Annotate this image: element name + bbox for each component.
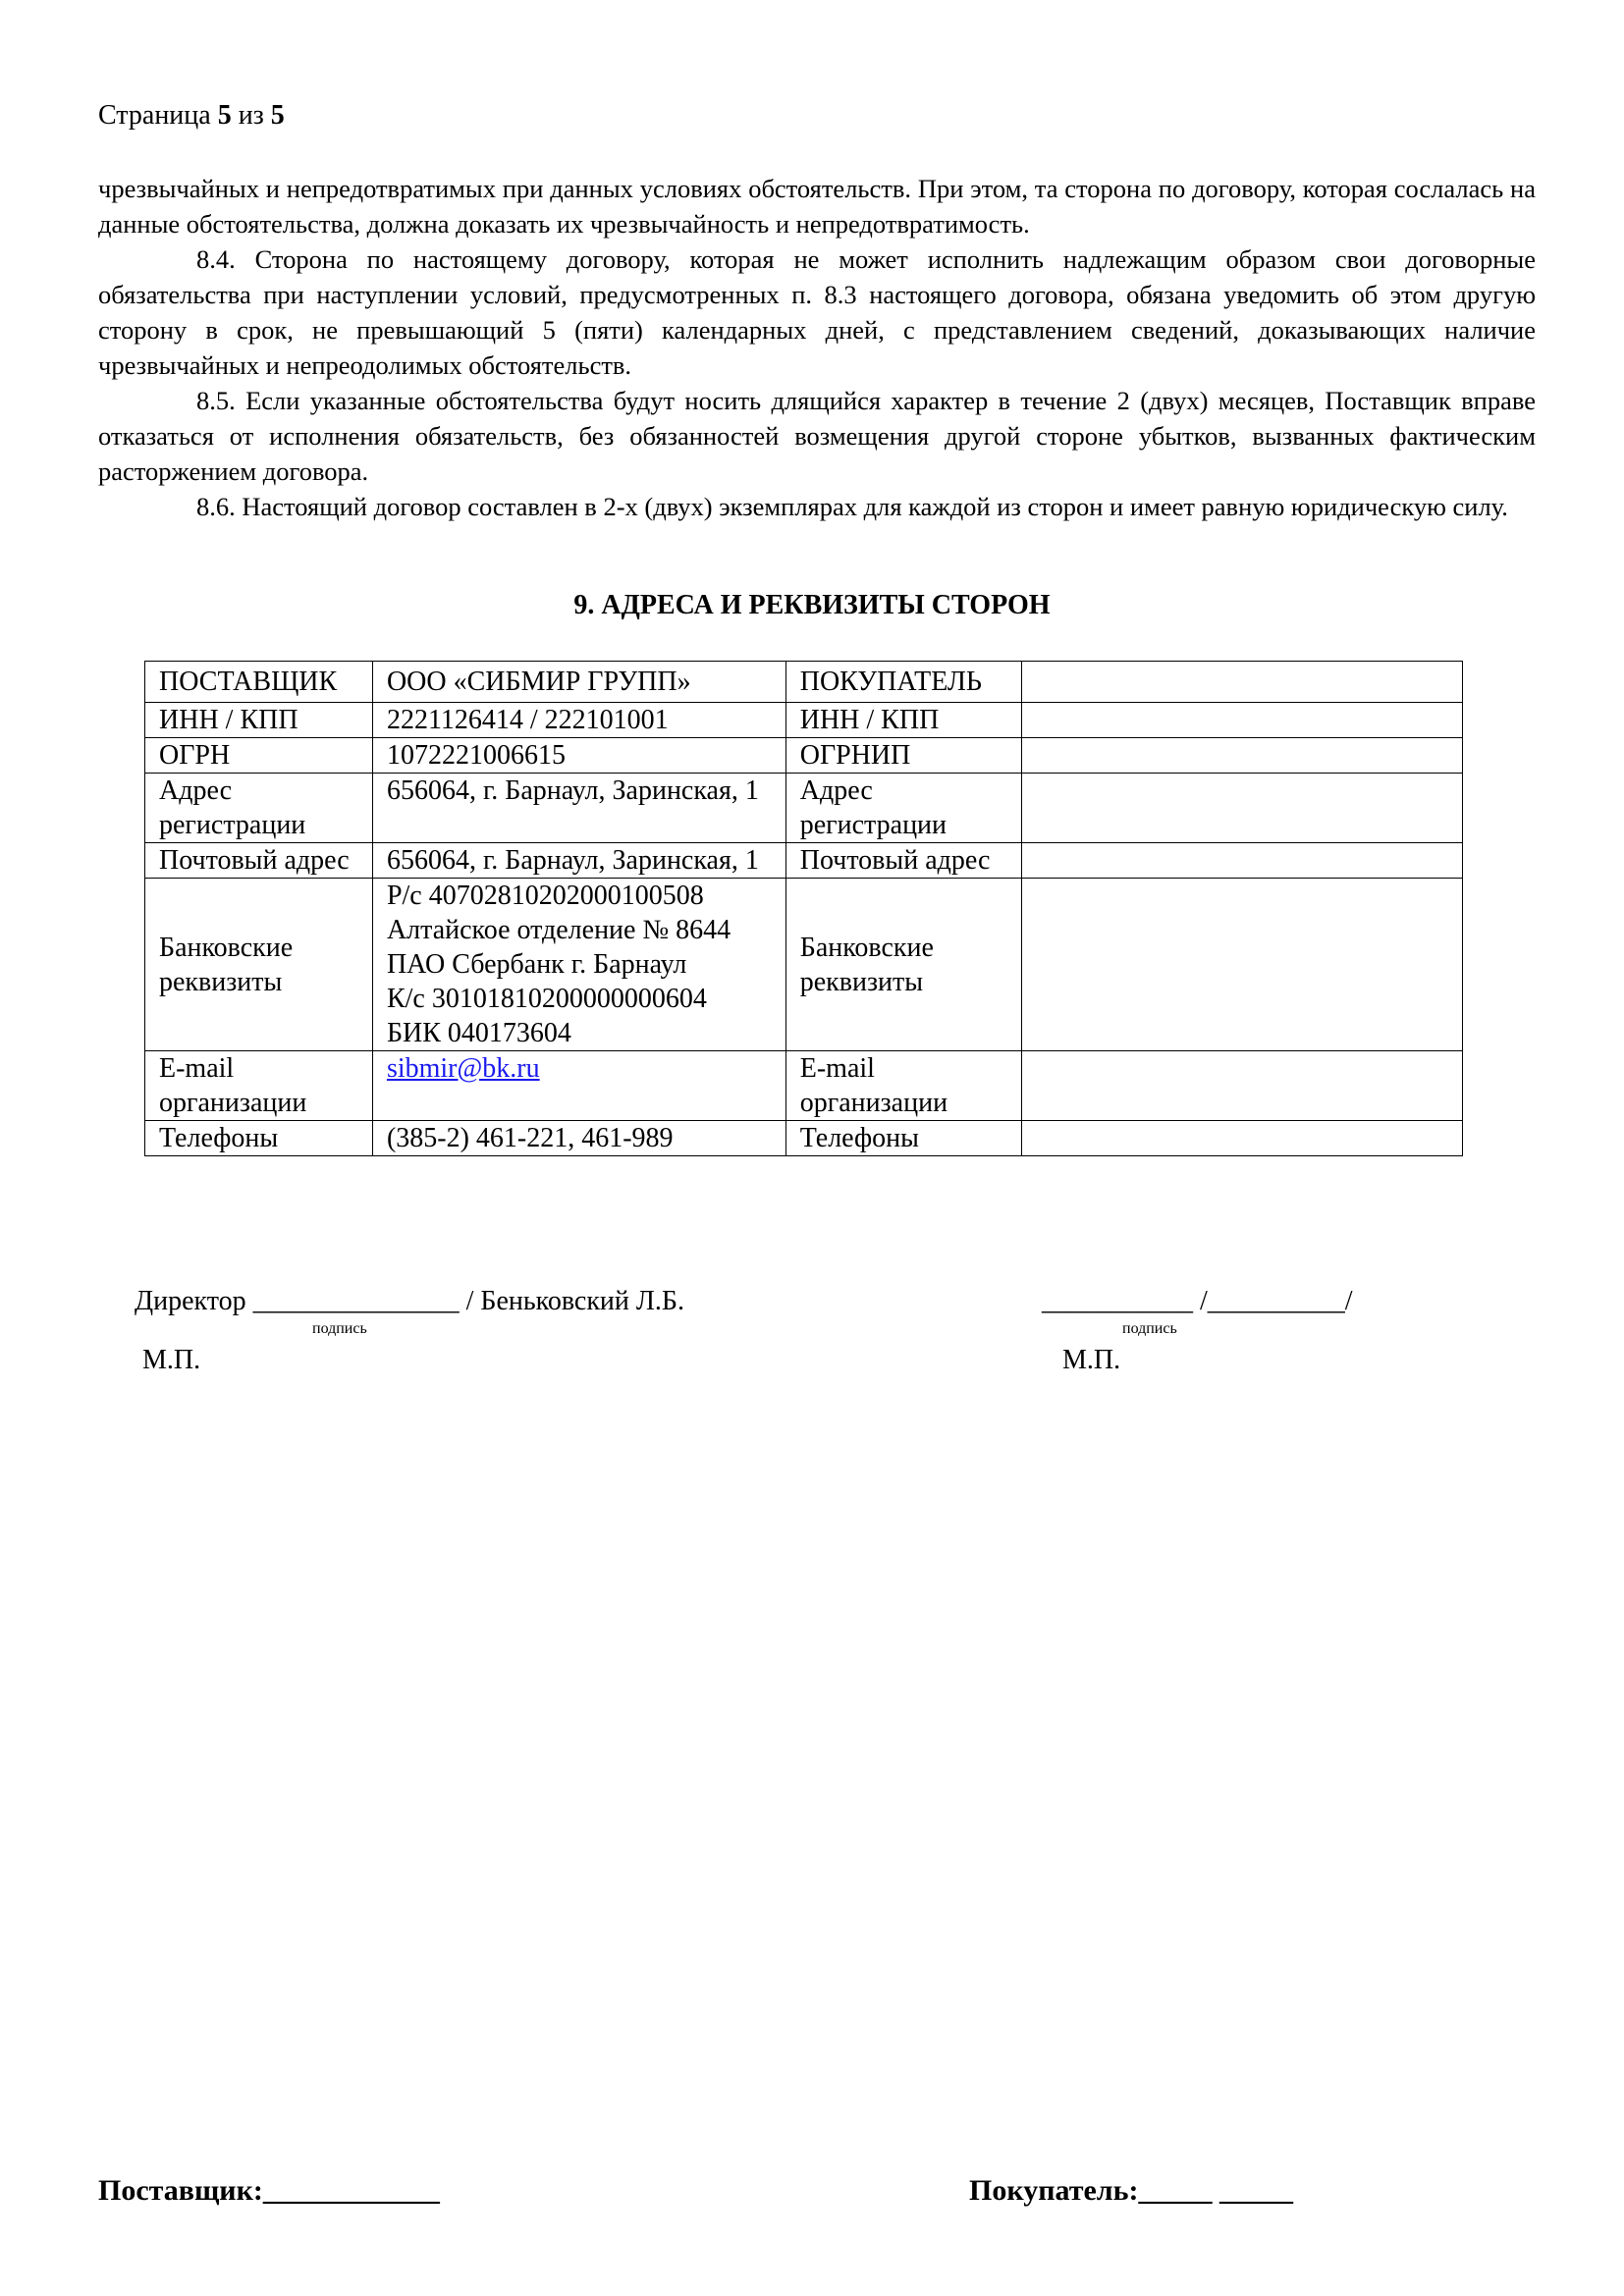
page-total: 5: [270, 100, 285, 131]
buyer-label: Телефоны: [785, 1121, 1021, 1156]
email-link[interactable]: sibmir@bk.ru: [386, 1053, 540, 1084]
clause-continuation: чрезвычайных и непредотвратимых при данных условиях обстоятельств. При этом, та сторона по договору, которая сослалась на данные обстоятельства, должна доказать их чрезвычайность и непредотвратимость.: [98, 174, 1536, 239]
buyer-label: Адрес регистрации: [785, 774, 1021, 843]
buyer-label: Почтовый адрес: [785, 843, 1021, 879]
buyer-value: [1021, 879, 1462, 1051]
bank-line: Р/с 40702810202000100508: [386, 881, 704, 911]
buyer-stamp: М.П.: [1062, 1345, 1121, 1375]
supplier-value: (385-2) 461-221, 461-989: [372, 1121, 785, 1156]
bank-line: Алтайское отделение № 8644: [386, 915, 731, 945]
supplier-label: ПОСТАВЩИК: [145, 662, 373, 703]
buyer-signature-line: ___________ /__________/: [1042, 1286, 1353, 1316]
supplier-stamp: М.П.: [142, 1345, 201, 1375]
table-row: [145, 662, 1463, 703]
supplier-value: 2221126414 / 222101001: [372, 703, 785, 738]
table-row: [145, 843, 1463, 879]
section-title: 9. АДРЕСА И РЕКВИЗИТЫ СТОРОН: [573, 590, 1051, 620]
buyer-label: ИНН / КПП: [785, 703, 1021, 738]
buyer-label: ОГРНИП: [785, 738, 1021, 774]
table-row: [145, 774, 1463, 843]
buyer-signature-caption: подпись: [1122, 1320, 1177, 1337]
buyer-value: [1021, 1121, 1462, 1156]
clause-8-5: 8.5. Если указанные обстоятельства будут носить длящийся характер в течение 2 (двух) месяцев, Поставщик вправе отказаться от исполнения обязательств, без обязанностей возмещения другой стороне убытков, вызванных фактическим расторжением договора.: [98, 386, 1536, 486]
page-number: [98, 100, 285, 132]
supplier-label: Почтовый адрес: [145, 843, 373, 879]
buyer-label: E-mail организации: [785, 1051, 1021, 1121]
supplier-value: 656064, г. Барнаул, Заринская, 1: [372, 843, 785, 879]
table-row: [145, 738, 1463, 774]
buyer-label: ПОКУПАТЕЛЬ: [785, 662, 1021, 703]
supplier-label: E-mail организации: [145, 1051, 373, 1121]
clause-8-4: 8.4. Сторона по настоящему договору, которая не может исполнить надлежащим образом свои договорные обязательства при наступлении условий, предусмотренных п. 8.3 настоящего договора, обязана уведомить об этом другую сторону в срок, не превышающий 5 (пяти) календарных дней, с представлением сведений, доказывающих наличие чрезвычайных и непреодолимых обстоятельств.: [98, 244, 1536, 380]
buyer-value: [1021, 662, 1462, 703]
table-row: [145, 1121, 1463, 1156]
page-prefix: Страница: [98, 100, 211, 131]
buyer-value: [1021, 738, 1462, 774]
supplier-label: Банковские реквизиты: [145, 879, 373, 1051]
buyer-value: [1021, 1051, 1462, 1121]
supplier-value: 656064, г. Барнаул, Заринская, 1: [372, 774, 785, 843]
page-of: из: [238, 100, 264, 131]
supplier-value: [372, 879, 785, 1051]
bank-line: К/с 30101810200000000604: [386, 984, 707, 1014]
supplier-label: Телефоны: [145, 1121, 373, 1156]
table-row: [145, 1051, 1463, 1121]
supplier-label: ОГРН: [145, 738, 373, 774]
footer-supplier: Поставщик:____________: [98, 2174, 440, 2207]
buyer-value: [1021, 774, 1462, 843]
supplier-value: [372, 1051, 785, 1121]
table-row: [145, 703, 1463, 738]
buyer-label: Банковские реквизиты: [785, 879, 1021, 1051]
supplier-value: 1072221006615: [372, 738, 785, 774]
supplier-signature-line: Директор _______________ / Беньковский Л.Б.: [135, 1286, 684, 1316]
bank-line: ПАО Сбербанк г. Барнаул: [386, 949, 687, 980]
footer-buyer: Покупатель:_____ _____: [969, 2174, 1293, 2207]
supplier-label: ИНН / КПП: [145, 703, 373, 738]
supplier-value: ООО «СИБМИР ГРУПП»: [372, 662, 785, 703]
page-current: 5: [217, 100, 232, 131]
bank-line: БИК 040173604: [386, 1018, 571, 1048]
contract-clauses: [98, 171, 1536, 524]
table-row: [145, 879, 1463, 1051]
requisites-table: [144, 661, 1463, 1156]
buyer-value: [1021, 843, 1462, 879]
supplier-signature-caption: подпись: [312, 1320, 367, 1337]
supplier-label: Адрес регистрации: [145, 774, 373, 843]
buyer-value: [1021, 703, 1462, 738]
clause-8-6: 8.6. Настоящий договор составлен в 2-х (двух) экземплярах для каждой из сторон и имеет равную юридическую силу.: [196, 492, 1508, 521]
